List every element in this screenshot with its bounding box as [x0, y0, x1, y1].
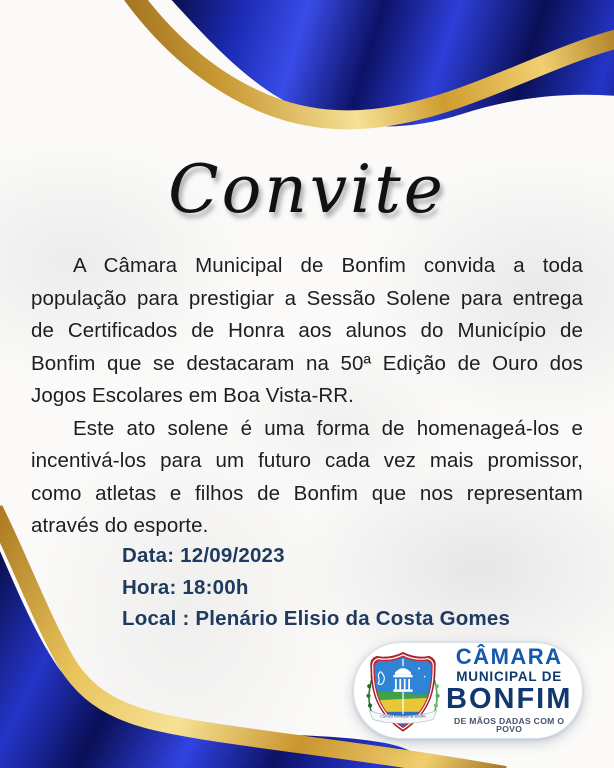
logo-org-line1: CÂMARA — [455, 644, 563, 670]
event-details — [122, 540, 510, 635]
logo-org-line3: BONFIM — [446, 682, 573, 715]
body-line: A Câmara Municipal de Bonfim convida a toda — [73, 254, 583, 277]
logo-org-line2: MUNICIPAL DE — [456, 669, 563, 685]
detail-line: Data: 12/09/2023 — [122, 544, 285, 567]
body-line: Este ato solene é uma forma de homenageá-los e — [73, 416, 583, 440]
paragraph-2 — [31, 413, 583, 543]
shield-emblem-icon — [360, 646, 446, 736]
body-line: Jogos Escolares em Boa Vista-RR. — [31, 384, 354, 407]
body-line: como atletas e filhos de Bonfim que nos representam — [31, 481, 583, 505]
body-line: de Certificados de Honra aos alunos do Município de — [31, 319, 583, 342]
body-line: incentivá-los para um futuro cada vez mais promissor, — [31, 449, 583, 472]
paragraph-1 — [31, 250, 583, 413]
top-wave-decoration — [0, 0, 614, 150]
body-line: através do esporte. — [31, 514, 209, 537]
body-line: população para prestigiar a Sessão Solene para entrega — [31, 286, 583, 310]
logo-tagline: DE MÃOS DADAS COM O POVO — [454, 715, 565, 735]
logo-text-block — [446, 646, 582, 734]
camara-bonfim-logo-badge — [353, 642, 583, 739]
invitation-body — [31, 250, 583, 543]
detail-line: Hora: 18:00h — [122, 575, 249, 599]
emblem-banner-text: Câmara Municipal de Bonfim — [380, 714, 426, 719]
detail-line: Local : Plenário Elisio da Costa Gomes — [122, 607, 511, 630]
invitation-title: Convite — [168, 151, 446, 228]
body-line: Bonfim que se destacaram na 50ª Edição de Ouro dos — [31, 351, 583, 375]
